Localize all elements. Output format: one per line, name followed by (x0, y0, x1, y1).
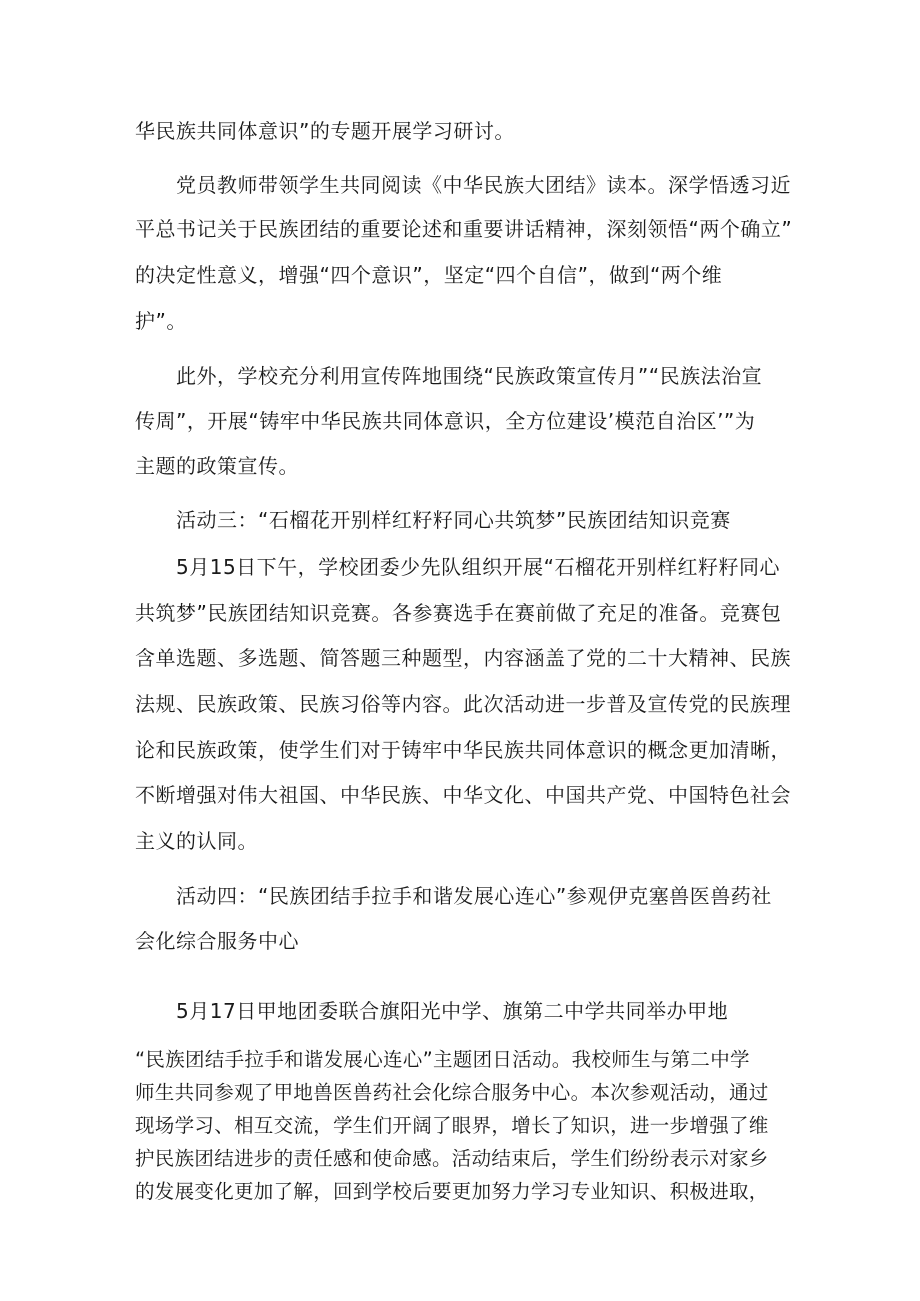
text-line: 护民族团结进步的责任感和使命感。活动结束后，学生们纷纷表示对家乡 (135, 1147, 769, 1170)
text-line: 共筑梦”民族团结知识竞赛。各参赛选手在赛前做了充足的准备。竞赛包 (135, 601, 782, 625)
text-line: 华民族共同体意识”的专题开展学习研讨。 (135, 119, 515, 143)
text-line: 现场学习、相互交流，学生们开阔了眼界，增长了知识，进一步增强了维 (135, 1114, 769, 1137)
paragraph-start-line: 5月15日下午，学校团委少先队组织开展“石榴花开别样红籽籽同心 (176, 555, 781, 579)
text-line: 平总书记关于民族团结的重要论述和重要讲话精神，深刻领悟“两个确立” (135, 217, 793, 241)
text-line: 论和民族政策，使学生们对于铸牢中华民族共同体意识的概念更加清晰， (135, 738, 791, 762)
paragraph-start-line: 5月17日甲地团委联合旗阳光中学、旗第二中学共同举办甲地 (176, 999, 729, 1023)
paragraph-start-line: 党员教师带领学生共同阅读《中华民族大团结》读本。深学悟透习近 (176, 173, 791, 197)
text-line: “民族团结手拉手和谐发展心连心”主题团日活动。我校师生与第二中学 (135, 1048, 750, 1071)
text-line: 主义的认同。 (135, 829, 258, 853)
text-line: 会化综合服务中心 (135, 929, 299, 953)
section-heading-activity-3: 活动三：“石榴花开别样红籽籽同心共筑梦”民族团结知识竞赛 (176, 508, 731, 532)
text-line: 的发展变化更加了解，回到学校后要更加努力学习专业知识、积极进取， (135, 1180, 769, 1203)
text-line: 含单选题、多选题、简答题三种题型，内容涵盖了党的二十大精神、民族 (135, 646, 791, 670)
text-line: 护”。 (135, 309, 187, 333)
text-line: 主题的政策宣传。 (135, 454, 299, 478)
text-line: 传周”，开展“铸牢中华民族共同体意识，全方位建设’模范自治区’”为 (135, 409, 756, 433)
section-heading-activity-4: 活动四：“民族团结手拉手和谐发展心连心”参观伊克塞兽医兽药社 (176, 884, 772, 908)
text-line: 的决定性意义，增强“四个意识”，坚定“四个自信”，做到“两个维 (135, 263, 723, 287)
text-line: 法规、民族政策、民族习俗等内容。此次活动进一步普及宣传党的民族理 (135, 692, 791, 716)
paragraph-start-line: 此外，学校充分利用宣传阵地围绕“民族政策宣传月”“民族法治宣 (176, 364, 763, 388)
text-line: 师生共同参观了甲地兽医兽药社会化综合服务中心。本次参观活动，通过 (135, 1081, 769, 1104)
text-line: 不断增强对伟大祖国、中华民族、中华文化、中国共产党、中国特色社会 (135, 783, 791, 807)
